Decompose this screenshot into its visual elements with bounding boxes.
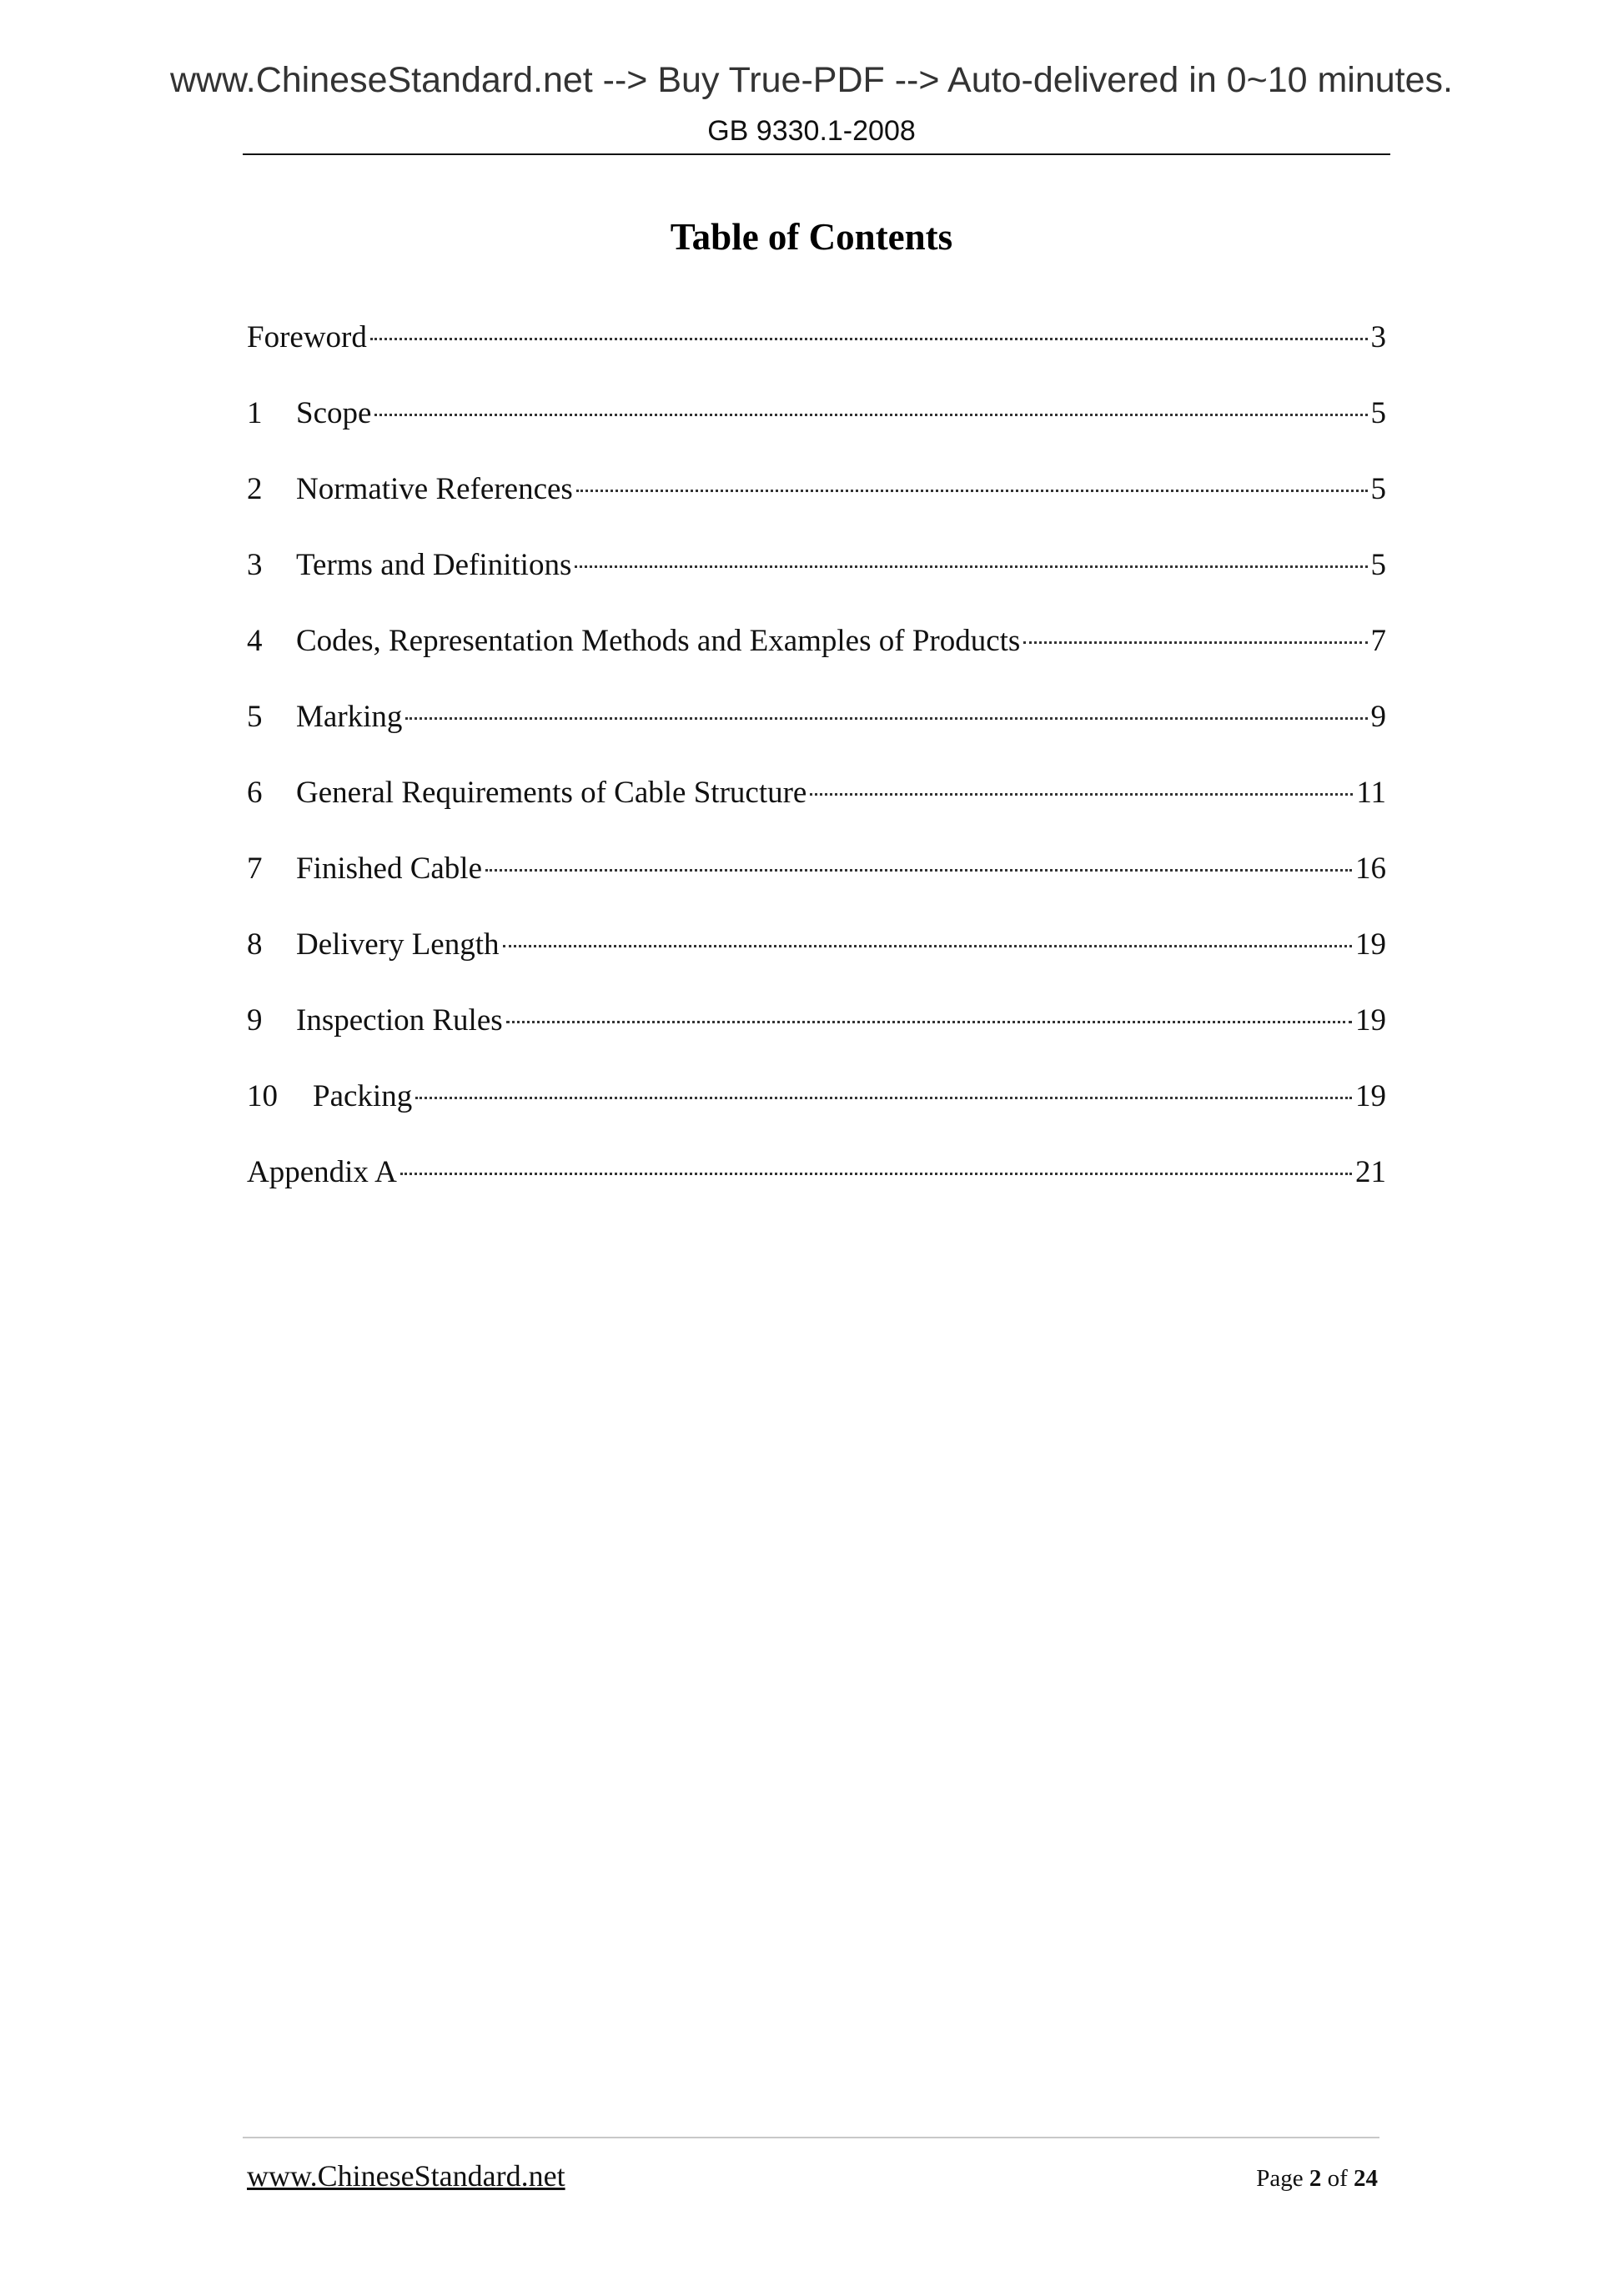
toc-entry-number: 10 [247,1079,278,1113]
toc-entry-page: 5 [1370,396,1386,430]
toc-dot-leader [576,490,1368,492]
toc-entry-page: 5 [1370,548,1386,582]
toc-dot-leader [485,869,1352,872]
header-banner: www.ChineseStandard.net --> Buy True-PDF --> Auto-delivered in 0~10 minutes. [169,60,1453,100]
toc-entry-label: Delivery Length [296,927,500,962]
toc-entry-number: 9 [247,1003,263,1037]
toc-entry-number: 7 [247,852,263,886]
toc-entry-page: 16 [1355,852,1386,886]
toc-dot-leader [400,1173,1352,1175]
toc-entry-label: Scope [296,396,372,430]
footer-current-page: 2 [1309,2165,1322,2192]
footer-site-link[interactable]: www.ChineseStandard.net [247,2159,565,2193]
toc-dot-leader [506,1021,1352,1023]
toc-dot-leader [415,1097,1352,1099]
toc-entry-label: Codes, Representation Methods and Examples of Products [296,624,1021,658]
toc-entry-page: 19 [1355,927,1386,962]
toc-entry-terms-and-definitions[interactable] [247,545,1386,620]
toc-entry-packing[interactable] [247,1076,1386,1152]
toc-entry-general-requirements[interactable] [247,772,1386,848]
toc-dot-leader [405,717,1367,720]
toc-entry-finished-cable[interactable] [247,848,1386,924]
toc-entry-label: General Requirements of Cable Structure [296,776,807,810]
footer-of-word: of [1327,2165,1348,2192]
toc-entry-page: 21 [1355,1155,1386,1189]
toc-entry-number: 5 [247,700,263,734]
toc-entry-number: 6 [247,776,263,810]
toc-entry-page: 11 [1356,776,1386,810]
toc-entry-marking[interactable] [247,696,1386,772]
footer-page-word: Page [1256,2165,1304,2192]
toc-entry-scope[interactable] [247,393,1386,469]
toc-entry-number: 4 [247,624,263,658]
toc-entry-page: 19 [1355,1079,1386,1113]
toc-entry-number: 1 [247,396,263,430]
toc-entry-page: 3 [1370,320,1386,354]
table-of-contents [247,317,1386,1228]
toc-entry-number: 2 [247,472,263,506]
toc-dot-leader [374,414,1367,416]
toc-entry-label: Normative References [296,472,573,506]
toc-entry-number: 3 [247,548,263,582]
footer-divider [243,2137,1379,2138]
toc-dot-leader [503,945,1353,947]
toc-entry-label: Finished Cable [296,852,483,886]
header-divider [243,153,1390,155]
toc-entry-delivery-length[interactable] [247,924,1386,1000]
toc-entry-page: 7 [1370,624,1386,658]
toc-title: Table of Contents [670,216,953,258]
toc-entry-label: Marking [296,700,403,734]
toc-entry-inspection-rules[interactable] [247,1000,1386,1076]
toc-entry-codes-representation[interactable] [247,620,1386,696]
toc-entry-normative-references[interactable] [247,469,1386,545]
footer-total-pages: 24 [1354,2165,1378,2192]
toc-dot-leader [810,793,1353,796]
toc-entry-foreword[interactable] [247,317,1386,393]
toc-entry-page: 5 [1370,472,1386,506]
toc-dot-leader [1023,641,1367,644]
standard-code: GB 9330.1-2008 [707,115,916,147]
toc-entry-label: Terms and Definitions [296,548,572,582]
toc-entry-label: Inspection Rules [296,1003,503,1037]
footer-page-number [1168,2165,1378,2193]
toc-entry-appendix-a[interactable] [247,1152,1386,1228]
toc-entry-label: Packing [313,1079,413,1113]
toc-entry-label: Appendix A [247,1155,397,1189]
toc-entry-number: 8 [247,927,263,962]
toc-dot-leader [370,338,1368,340]
toc-dot-leader [575,565,1367,568]
toc-entry-page: 9 [1370,700,1386,734]
toc-entry-label: Foreword [247,320,367,354]
toc-entry-page: 19 [1355,1003,1386,1037]
